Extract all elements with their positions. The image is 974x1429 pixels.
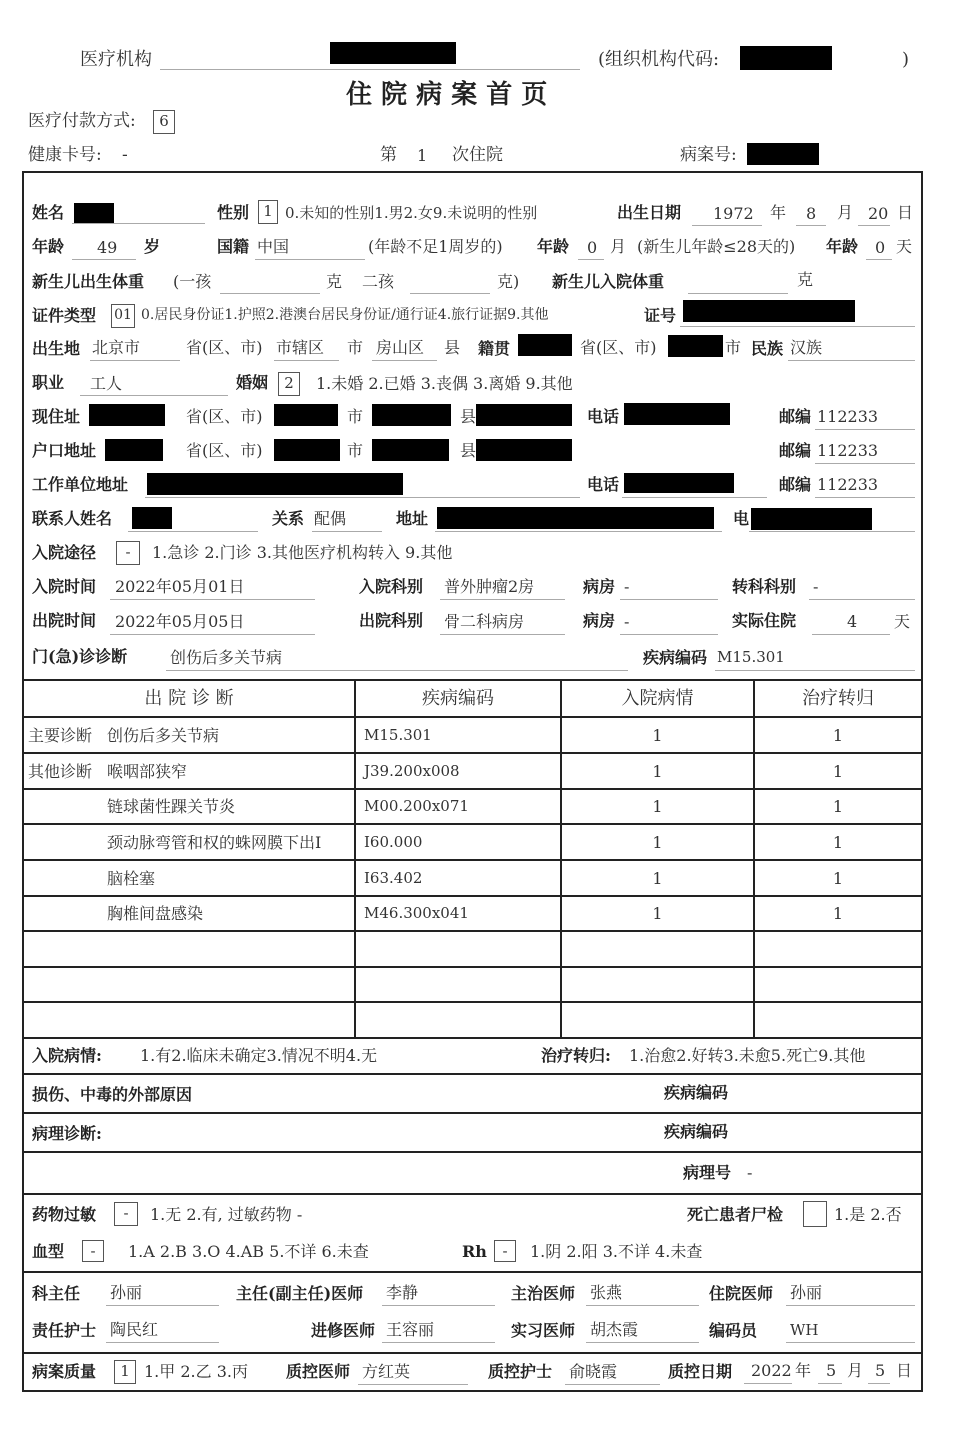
birthplace-province-unit: 省(区、市) — [186, 338, 263, 357]
stay-underline — [812, 634, 890, 635]
director-underline — [106, 1305, 219, 1306]
frame-right — [921, 171, 923, 1392]
month-unit: 月 — [837, 203, 854, 222]
dx-name-1: 喉咽部狭窄 — [107, 762, 188, 781]
route-options: 1.急诊 2.门诊 3.其他医疗机构转入 9.其他 — [152, 543, 453, 562]
attending-label: 主治医师 — [511, 1284, 576, 1303]
birthplace-district: 市辖区 — [276, 338, 325, 357]
qc-day-unit: 日 — [896, 1361, 913, 1380]
discharge-dept-underline — [440, 634, 565, 635]
child1-underline — [220, 293, 320, 294]
relation-value: 配偶 — [314, 509, 347, 528]
section-line-pathology-no — [22, 1151, 923, 1153]
dx-code-5: M46.300x041 — [364, 904, 469, 922]
org-code-label: (组织机构代码: — [598, 49, 720, 70]
other-dx-label: 其他诊断 — [28, 762, 93, 781]
dx-outcome-3: 1 — [832, 833, 844, 852]
birthplace-label: 出生地 — [32, 339, 81, 358]
outcome-legend-label: 治疗转归: — [541, 1046, 611, 1065]
resident-label: 住院医师 — [709, 1284, 774, 1303]
intern-label: 实习医师 — [511, 1321, 576, 1340]
contact-label: 联系人姓名 — [32, 509, 113, 528]
redacted-current-city — [274, 404, 338, 426]
redacted-org — [330, 42, 456, 64]
age-unit: 岁 — [144, 237, 161, 256]
dx-name-2: 链球菌性踝关节炎 — [107, 797, 236, 816]
birth-weight-label: 新生儿出生体重 — [32, 272, 145, 291]
pathology-no-label: 病理号 — [683, 1163, 732, 1182]
occupation-value: 工人 — [90, 374, 123, 393]
contact-addr-underline — [435, 531, 722, 532]
dx-code-4: I63.402 — [364, 869, 423, 887]
admit-ward-underline — [620, 599, 718, 600]
redacted-name — [74, 203, 114, 224]
birthplace-city: 北京市 — [92, 338, 141, 357]
qc-year: 2022 — [751, 1361, 792, 1380]
birth-label: 出生日期 — [617, 203, 682, 222]
qc-nurse: 俞晓霞 — [569, 1362, 618, 1381]
health-card-label: 健康卡号: — [28, 145, 102, 165]
chief: 李静 — [386, 1283, 419, 1302]
current-postcode-label: 邮编 — [779, 407, 812, 426]
infant-month-unit: 月 — [610, 237, 627, 256]
qc-date-label: 质控日期 — [668, 1362, 733, 1381]
admit-time-label: 入院时间 — [32, 577, 97, 596]
autopsy-value[interactable] — [803, 1201, 827, 1227]
birthplace-county: 房山区 — [376, 338, 425, 357]
infant-age-month: 0 — [587, 238, 598, 257]
org-code-close: ) — [902, 49, 910, 70]
dx-admit-5: 1 — [652, 904, 663, 923]
header-disease-code: 疾病编码 — [422, 688, 494, 709]
newborn-note: (新生儿年龄≤28天的) — [637, 237, 796, 256]
dx-outcome-2: 1 — [832, 797, 844, 816]
work-addr-underline — [145, 497, 580, 498]
section-line-quality — [22, 1352, 923, 1354]
coder: WH — [790, 1321, 819, 1339]
redacted-work-addr — [147, 473, 403, 495]
qc-nurse-underline — [565, 1384, 660, 1385]
rh-options: 1.阴 2.阳 3.不详 4.未查 — [530, 1242, 703, 1261]
dx-name-0: 创伤后多关节病 — [107, 726, 220, 745]
newborn-day-unit: 天 — [896, 237, 913, 256]
child2-label: 二孩 — [362, 272, 395, 291]
current-county-unit: 县 — [460, 407, 477, 426]
outpatient-dx-underline — [166, 670, 628, 671]
gender-options: 0.未知的性别1.男2.女9.未说明的性别 — [285, 204, 538, 222]
header-admit-condition: 入院病情 — [621, 688, 694, 709]
infant-age-underline — [578, 259, 604, 260]
outpatient-dx-label: 门(急)诊诊断 — [32, 647, 128, 666]
injury-code-label: 疾病编码 — [664, 1083, 729, 1102]
nurse: 陶民红 — [110, 1320, 159, 1339]
qc-nurse-label: 质控护士 — [488, 1362, 553, 1381]
age-underline — [72, 259, 136, 260]
redacted-native-city — [668, 335, 723, 357]
day-unit: 日 — [897, 203, 914, 222]
qc-month: 5 — [826, 1361, 837, 1380]
table-header-line — [22, 716, 923, 718]
birthplace-city-unit: 市 — [347, 338, 364, 357]
admit-dept: 普外肿瘤2房 — [444, 577, 535, 596]
dx-code-2: M00.200x071 — [364, 797, 469, 815]
trainee: 王容丽 — [386, 1320, 435, 1339]
dx-outcome-5: 1 — [832, 904, 844, 923]
discharge-dept: 骨二科病房 — [444, 612, 525, 631]
blood-options: 1.A 2.B 3.O 4.AB 5.不详 6.未查 — [128, 1242, 369, 1261]
discharge-ward-underline — [620, 634, 718, 635]
payment-value[interactable]: 6 — [153, 110, 175, 134]
route-label: 入院途径 — [32, 543, 97, 562]
visit-count: 1 — [417, 146, 428, 165]
birthplace-city-underline — [90, 360, 180, 361]
occupation-label: 职业 — [32, 373, 65, 392]
discharge-ward: - — [624, 612, 630, 631]
qc-doctor: 方红英 — [362, 1362, 411, 1381]
current-city-unit: 市 — [347, 407, 364, 426]
allergy-options: 1.无 2.有, 过敏药物 - — [150, 1205, 303, 1224]
relation-underline — [312, 531, 382, 532]
dx-admit-4: 1 — [652, 869, 663, 888]
redacted-current-phone — [624, 403, 730, 425]
infant-age-label: 年龄 — [537, 237, 570, 256]
frame-left — [22, 171, 24, 1392]
work-postcode: 112233 — [817, 475, 879, 494]
household-county-unit: 县 — [460, 441, 477, 460]
dx-admit-1: 1 — [652, 762, 663, 781]
household-postcode: 112233 — [817, 441, 879, 460]
disease-code-underline — [715, 670, 915, 671]
qc-month-underline — [818, 1383, 842, 1384]
stay-label: 实际住院 — [732, 611, 797, 630]
route-value[interactable]: - — [116, 541, 140, 565]
pathology-code-label: 疾病编码 — [664, 1122, 729, 1141]
redacted-current-street — [476, 404, 572, 426]
dx-code-0: M15.301 — [364, 726, 432, 744]
gram2: 克) — [497, 272, 520, 291]
contact-phone-underline — [749, 531, 915, 532]
discharge-time-label: 出院时间 — [32, 611, 97, 630]
birth-day-underline — [858, 225, 890, 226]
transfer-value: - — [813, 577, 819, 596]
birth-month: 8 — [806, 204, 817, 223]
frame-top — [22, 171, 923, 173]
birth-year: 1972 — [713, 204, 754, 223]
current-addr-label: 现住址 — [32, 407, 81, 426]
work-phone-label: 电话 — [587, 475, 620, 494]
outpatient-dx: 创伤后多关节病 — [170, 648, 283, 667]
marital-label: 婚姻 — [236, 373, 269, 392]
trainee-label: 进修医师 — [311, 1321, 376, 1340]
relation-label: 关系 — [272, 509, 305, 528]
age-label: 年龄 — [32, 237, 65, 256]
year-unit: 年 — [770, 203, 787, 222]
nationality-value: 中国 — [257, 237, 290, 256]
work-addr-label: 工作单位地址 — [32, 475, 129, 494]
native-province-unit: 省(区、市) — [580, 338, 657, 357]
record-no-label: 病案号: — [680, 145, 737, 165]
quality-label: 病案质量 — [32, 1362, 97, 1381]
redacted-contact-name — [132, 507, 172, 529]
current-province-unit: 省(区、市) — [186, 407, 263, 426]
dx-admit-0: 1 — [652, 726, 663, 745]
contact-phone-label: 电 — [733, 509, 750, 528]
ethnic-value: 汉族 — [790, 338, 823, 357]
newborn-age-underline — [866, 259, 892, 260]
id-no-label: 证号 — [644, 306, 677, 325]
quality-options: 1.甲 2.乙 3.丙 — [144, 1362, 248, 1381]
work-phone-underline — [622, 497, 767, 498]
nurse-label: 责任护士 — [32, 1321, 97, 1340]
household-addr-label: 户口地址 — [32, 441, 97, 460]
table-row-line-2 — [22, 788, 923, 790]
page-title: 住 院 病 案 首 页 — [346, 80, 548, 110]
id-type-value[interactable]: 01 — [111, 304, 135, 328]
blood-label: 血型 — [32, 1242, 65, 1261]
gram1: 克 — [326, 272, 343, 291]
qc-day-underline — [868, 1383, 890, 1384]
pathology-label: 病理诊断: — [32, 1124, 102, 1143]
admit-ward: - — [624, 577, 630, 596]
dx-admit-2: 1 — [652, 797, 663, 816]
rh-label: Rh — [462, 1242, 487, 1261]
frame-bottom — [22, 1390, 923, 1392]
dx-code-3: I60.000 — [364, 833, 423, 851]
table-bottom-line — [22, 1037, 923, 1039]
id-no-underline — [680, 326, 915, 327]
household-postcode-underline — [815, 463, 915, 464]
attending: 张燕 — [590, 1283, 623, 1302]
resident-underline — [786, 1305, 915, 1306]
payment-label: 医疗付款方式: — [28, 111, 136, 131]
marital-value[interactable]: 2 — [278, 372, 300, 396]
table-row-line-5 — [22, 895, 923, 897]
nationality-label: 国籍 — [217, 237, 250, 256]
qc-day: 5 — [875, 1361, 886, 1380]
disease-code-label: 疾病编码 — [643, 648, 708, 667]
admit-weight-label: 新生儿入院体重 — [552, 272, 665, 291]
redacted-contact-addr — [437, 507, 714, 529]
redacted-native-province — [518, 334, 572, 356]
redacted-org-code — [740, 46, 832, 70]
visit-prefix: 第 — [380, 145, 397, 165]
section-line-pathology — [22, 1112, 923, 1114]
redacted-current-province — [89, 404, 165, 426]
org-underline — [160, 69, 580, 70]
admit-legend-options: 1.有2.临床未确定3.情况不明4.无 — [140, 1046, 378, 1065]
table-row-line-3 — [22, 823, 923, 825]
rh-value[interactable]: - — [494, 1240, 516, 1262]
stay-unit: 天 — [894, 612, 911, 631]
child1-label: (一孩 — [173, 272, 212, 291]
age-value: 49 — [97, 238, 118, 257]
discharge-time-underline — [110, 634, 315, 635]
table-row-line-4 — [22, 859, 923, 861]
dx-outcome-1: 1 — [832, 762, 844, 781]
table-row-line-1 — [22, 752, 923, 754]
gender-label: 性别 — [217, 203, 250, 222]
qc-year-underline — [744, 1383, 792, 1384]
id-type-label: 证件类型 — [32, 306, 97, 325]
qc-doctor-label: 质控医师 — [286, 1362, 351, 1381]
redacted-record-no — [747, 143, 819, 165]
admit-legend-label: 入院病情: — [32, 1046, 102, 1065]
birth-day: 20 — [868, 204, 889, 223]
contact-addr-label: 地址 — [396, 509, 429, 528]
newborn-age-label: 年龄 — [826, 237, 859, 256]
table-top-line — [22, 679, 923, 681]
discharge-ward-label: 病房 — [583, 611, 616, 630]
outcome-legend-options: 1.治愈2.好转3.未愈5.死亡9.其他 — [629, 1046, 866, 1065]
work-postcode-label: 邮编 — [779, 475, 812, 494]
coder-underline — [786, 1342, 915, 1343]
table-row-line-8 — [22, 1001, 923, 1003]
admit-weight-underline — [688, 293, 788, 294]
transfer-underline — [809, 599, 915, 600]
allergy-value[interactable]: - — [114, 1202, 138, 1226]
org-label: 医疗机构 — [80, 49, 152, 70]
coder-label: 编码员 — [709, 1321, 758, 1340]
name-underline — [72, 223, 205, 224]
section-line-allergy — [22, 1193, 923, 1195]
admit-time: 2022年05月01日 — [115, 577, 245, 596]
redacted-id-no — [683, 300, 855, 322]
admit-ward-label: 病房 — [583, 577, 616, 596]
section-line-injury — [22, 1073, 923, 1075]
household-city-unit: 市 — [347, 441, 364, 460]
contact-underline — [128, 531, 258, 532]
redacted-contact-phone — [751, 508, 872, 530]
infant-note: (年龄不足1周岁的) — [368, 237, 503, 256]
current-postcode-underline — [815, 429, 915, 430]
discharge-time: 2022年05月05日 — [115, 612, 245, 631]
table-row-line-7 — [22, 966, 923, 968]
chief-underline — [382, 1305, 495, 1306]
redacted-household-county — [372, 439, 449, 461]
native-label: 籍贯 — [478, 339, 511, 358]
qc-doctor-underline — [358, 1384, 468, 1385]
dx-outcome-0: 1 — [832, 726, 844, 745]
redacted-household-city — [274, 439, 340, 461]
household-province-unit: 省(区、市) — [186, 441, 263, 460]
blood-value[interactable]: - — [82, 1240, 104, 1262]
director: 孙丽 — [110, 1283, 143, 1302]
work-postcode-underline — [815, 497, 915, 498]
birthplace-district-underline — [274, 360, 339, 361]
autopsy-options: 1.是 2.否 — [834, 1205, 902, 1224]
section-line-staff — [22, 1271, 923, 1273]
birthplace-county-unit: 县 — [444, 338, 461, 357]
ethnic-label: 民族 — [751, 339, 784, 358]
nurse-underline — [106, 1342, 219, 1343]
child2-underline — [410, 293, 490, 294]
household-postcode-label: 邮编 — [779, 441, 812, 460]
admit-dept-underline — [440, 599, 565, 600]
disease-code: M15.301 — [717, 648, 785, 666]
table-row-line-6 — [22, 930, 923, 932]
stay-days: 4 — [847, 612, 858, 631]
main-dx-label: 主要诊断 — [28, 726, 93, 745]
header-discharge-dx: 出 院 诊 断 — [144, 688, 234, 709]
resident: 孙丽 — [790, 1283, 823, 1302]
redacted-household-province — [105, 439, 163, 461]
newborn-age-day: 0 — [875, 238, 886, 257]
birthplace-county-underline — [372, 360, 437, 361]
qc-year-unit: 年 — [795, 1361, 812, 1380]
admit-dept-label: 入院科别 — [359, 577, 424, 596]
gram3: 克 — [797, 270, 814, 289]
visit-suffix: 次住院 — [452, 145, 503, 165]
birth-year-underline — [692, 225, 762, 226]
birth-month-underline — [796, 225, 826, 226]
name-label: 姓名 — [32, 203, 65, 222]
table-col-line-1 — [354, 679, 356, 1038]
nationality-underline — [255, 259, 365, 260]
qc-month-unit: 月 — [847, 1361, 864, 1380]
allergy-label: 药物过敏 — [32, 1205, 97, 1224]
transfer-label: 转科科别 — [732, 577, 797, 596]
autopsy-label: 死亡患者尸检 — [687, 1205, 784, 1224]
injury-label: 损伤、中毒的外部原因 — [32, 1085, 193, 1104]
marital-options: 1.未婚 2.已婚 3.丧偶 3.离婚 9.其他 — [316, 374, 573, 393]
health-card-value: - — [122, 145, 128, 165]
occupation-underline — [80, 395, 228, 396]
dx-code-1: J39.200x008 — [364, 762, 460, 780]
intern: 胡杰霞 — [590, 1320, 639, 1339]
director-label: 科主任 — [32, 1284, 81, 1303]
discharge-dept-label: 出院科别 — [359, 611, 424, 630]
dx-outcome-4: 1 — [832, 869, 844, 888]
dx-admit-3: 1 — [652, 833, 663, 852]
redacted-current-county — [372, 404, 451, 426]
current-postcode: 112233 — [817, 407, 879, 426]
trainee-underline — [382, 1342, 495, 1343]
attending-underline — [586, 1305, 699, 1306]
dx-name-5: 胸椎间盘感染 — [107, 904, 204, 923]
id-type-options: 0.居民身份证1.护照2.港澳台居民身份证/通行证4.旅行证据9.其他 — [141, 307, 549, 323]
redacted-household-street — [476, 439, 572, 461]
redacted-work-phone — [624, 473, 734, 493]
dx-name-3: 颈动脉弯管和权的蛛网膜下出I — [107, 835, 322, 851]
current-phone-label: 电话 — [587, 407, 620, 426]
chief-label: 主任(副主任)医师 — [236, 1284, 364, 1303]
pathology-no: - — [747, 1163, 753, 1182]
intern-underline — [586, 1342, 699, 1343]
native-city-unit: 市 — [725, 338, 742, 357]
header-outcome: 治疗转归 — [802, 688, 874, 709]
gender-value[interactable]: 1 — [258, 200, 278, 224]
quality-value[interactable]: 1 — [114, 1360, 136, 1384]
admit-time-underline — [110, 599, 315, 600]
dx-name-4: 脑栓塞 — [107, 869, 156, 888]
ethnic-underline — [788, 360, 915, 361]
